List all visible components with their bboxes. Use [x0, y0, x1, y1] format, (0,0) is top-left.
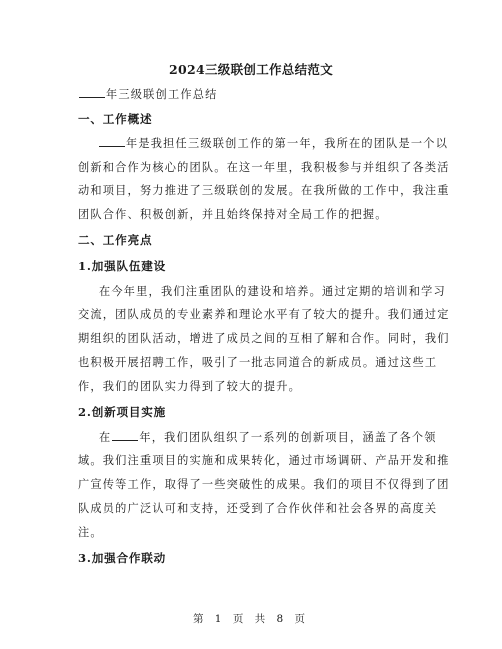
- fill-in-blank: [112, 439, 138, 441]
- paragraph-line: 也积极开展招聘工作，吸引了一批志同道合的新成员。通过这些工: [78, 356, 438, 369]
- paragraph-line: 在 年，我们团队组织了一系列的创新项目，涵盖了各个领: [99, 431, 437, 444]
- document-title: 2024三级联创工作总结范文: [169, 62, 333, 77]
- document-subtitle: 年三级联创工作总结: [78, 86, 428, 102]
- paragraph-line: 注。: [78, 526, 103, 539]
- subsection-heading-projects: 2.创新项目实施: [78, 405, 167, 419]
- paragraph-line: 年是我担任三级联创工作的第一年，我所在的团队是一个以: [78, 135, 428, 151]
- paragraph-line: 作，我们的团队实力得到了较大的提升。: [78, 380, 301, 393]
- paragraph-line: 域。我们注重项目的实施和成果转化，通过市场调研、产品开发和推: [78, 454, 450, 467]
- paragraph-line: 团队合作、积极创新，并且始终保持对全局工作的把握。: [78, 208, 388, 221]
- subsection-heading-cooperation: 3.加强合作联动: [78, 551, 167, 565]
- paragraph-line: 期组织的团队活动，增进了成员之间的互相了解和合作。同时，我们: [78, 332, 450, 345]
- paragraph-line: 动和项目，努力推进了三级联创的发展。在我所做的工作中，我注重: [78, 184, 450, 197]
- paragraph-line: 队成员的广泛认可和支持，还受到了合作伙伴和社会各界的高度关: [78, 502, 438, 515]
- paragraph-line: 创新和合作为核心的团队。在这一年里，我积极参与并组织了各类活: [78, 161, 450, 174]
- fill-in-blank: [99, 145, 125, 147]
- subsection-heading-team: 1.加强队伍建设: [78, 259, 167, 273]
- paragraph-line: 广宣传等工作，取得了一些突破性的成果。我们的项目不仅得到了团: [78, 478, 450, 491]
- page-number: 第 1 页 共 8 页: [192, 613, 310, 625]
- section-heading-highlights: 二、工作亮点: [78, 233, 153, 247]
- section-heading-overview: 一、工作概述: [78, 112, 153, 126]
- fill-in-blank: [79, 96, 105, 98]
- paragraph-line: 交流，团队成员的专业素养和理论水平有了较大的提升。我们通过定: [78, 308, 450, 321]
- paragraph-line: 在今年里，我们注重团队的建设和培养。通过定期的培训和学习: [99, 285, 446, 298]
